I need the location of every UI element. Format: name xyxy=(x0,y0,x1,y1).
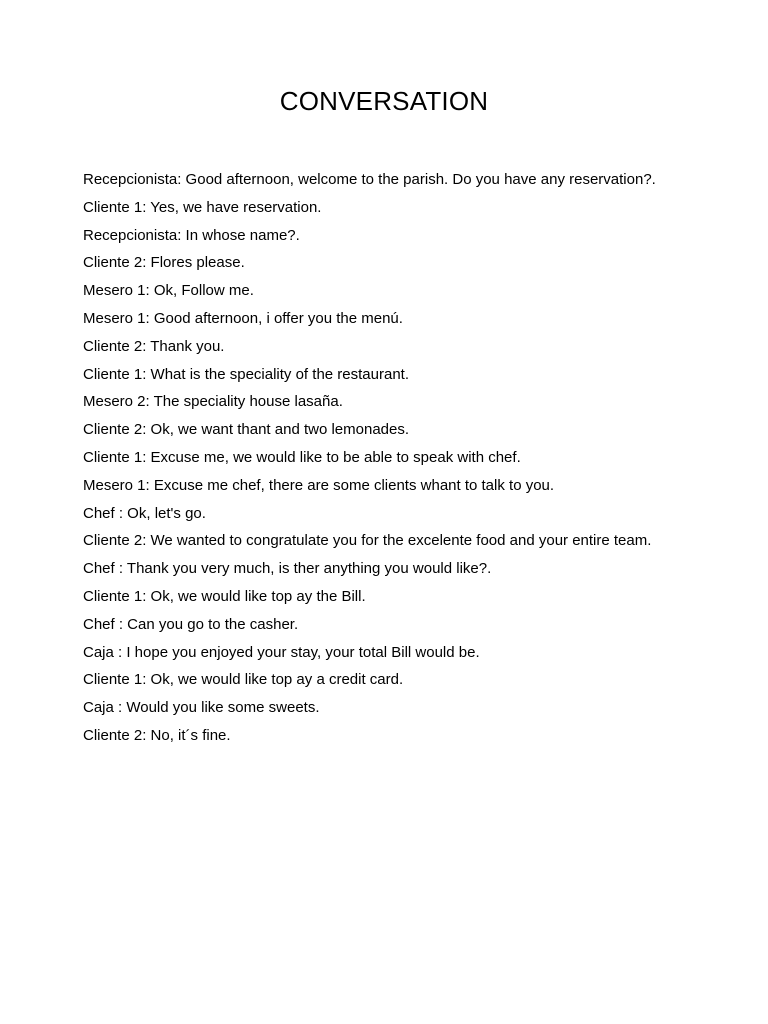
dialogue-line: Cliente 1: Excuse me, we would like to be able to speak with chef. xyxy=(83,448,521,466)
dialogue-line: Mesero 1: Ok, Follow me. xyxy=(83,282,254,300)
dialogue-line: Caja : Would you like some sweets. xyxy=(83,699,320,717)
page-title: CONVERSATION xyxy=(279,86,489,116)
dialogue-line: Cliente 2: Thank you. xyxy=(83,337,225,355)
dialogue-line: Chef : Thank you very much, is ther anything you would like?. xyxy=(83,560,492,578)
dialogue-line: Mesero 1: Excuse me chef, there are some clients whant to talk to you. xyxy=(83,476,555,494)
dialogue-line: Cliente 2: No, it´s fine. xyxy=(83,726,231,744)
dialogue-line: Mesero 1: Good afternoon, i offer you the menú. xyxy=(83,309,403,327)
dialogue-list xyxy=(83,166,723,750)
dialogue-line: Mesero 2: The speciality house lasaña. xyxy=(83,393,343,411)
dialogue-line: Chef : Can you go to the casher. xyxy=(83,615,299,633)
dialogue-line: Chef : Ok, let's go. xyxy=(83,504,206,522)
dialogue-line: Cliente 1: Ok, we would like top ay the Bill. xyxy=(83,587,366,605)
dialogue-line: Cliente 2: Flores please. xyxy=(83,254,245,272)
dialogue-line: Cliente 2: Ok, we want thant and two lemonades. xyxy=(83,421,410,439)
dialogue-line: Cliente 2: We wanted to congratulate you for the excelente food and your entire team. xyxy=(83,532,652,550)
dialogue-line: Cliente 1: Ok, we would like top ay a credit card. xyxy=(83,671,404,689)
dialogue-line: Caja : I hope you enjoyed your stay, your total Bill would be. xyxy=(83,643,480,661)
dialogue-line: Recepcionista: In whose name?. xyxy=(83,226,300,244)
dialogue-line: Cliente 1: Yes, we have reservation. xyxy=(83,198,322,216)
dialogue-line: Recepcionista: Good afternoon, welcome to the parish. Do you have any reservation?. xyxy=(83,171,656,188)
dialogue-line: Cliente 1: What is the speciality of the restaurant. xyxy=(83,365,409,383)
